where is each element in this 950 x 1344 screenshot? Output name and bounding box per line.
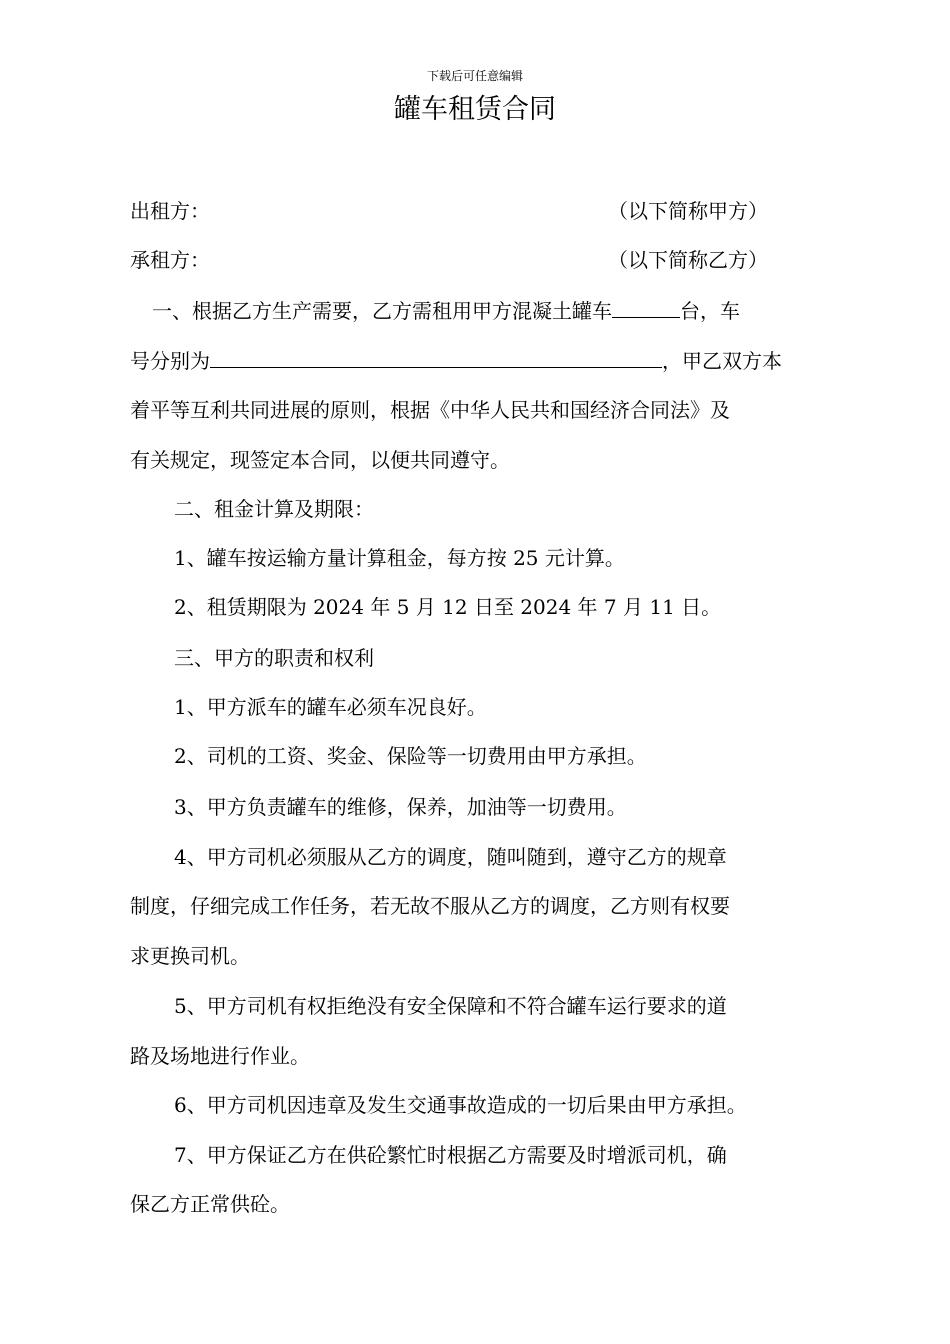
section-3-item-7-line-1: 7、甲方保证乙方在供砼繁忙时根据乙方需要及时增派司机，确 (174, 1143, 727, 1167)
lessor-label: 出租方： (130, 199, 210, 223)
page-header: 下载后可任意编辑 (426, 69, 523, 83)
plate-number-blank (210, 345, 662, 368)
section-3-heading: 三、甲方的职责和权利 (174, 646, 374, 670)
lessee-label: 承租方： (130, 248, 210, 272)
section-3-item-1: 1、甲方派车的罐车必须车况良好。 (174, 695, 487, 719)
clause-1-line-4: 有关规定，现签定本合同，以便共同遵守。 (130, 448, 510, 472)
section-3-item-4-line-1: 4、甲方司机必须服从乙方的调度，随叫随到，遵守乙方的规章 (174, 845, 727, 869)
lessee-alias: （以下简称乙方） (608, 248, 768, 272)
vehicle-count-blank (612, 295, 680, 318)
section-3-item-4-line-3: 求更换司机。 (130, 944, 250, 968)
section-3-item-2: 2、司机的工资、奖金、保险等一切费用由甲方承担。 (174, 744, 647, 768)
section-2-item-1: 1、罐车按运输方量计算租金，每方按 25 元计算。 (174, 546, 625, 570)
clause-1-line-2: 号分别为 ，甲乙双方本 (130, 345, 810, 376)
lessor-alias: （以下简称甲方） (608, 199, 768, 223)
clause-1-line-1: 一、根据乙方生产需要，乙方需租用甲方混凝土罐车 台，车 (130, 295, 810, 326)
lessee-line (130, 245, 810, 275)
section-3-item-4-line-2: 制度，仔细完成工作任务，若无故不服从乙方的调度，乙方则有权要 (130, 894, 730, 918)
section-3-item-5-line-2: 路及场地进行作业。 (130, 1044, 310, 1068)
section-2-heading: 二、租金计算及期限： (174, 497, 374, 521)
section-2-item-2: 2、租赁期限为 2024 年 5 月 12 日至 2024 年 7 月 11 日。 (174, 595, 722, 619)
section-3-item-6: 6、甲方司机因违章及发生交通事故造成的一切后果由甲方承担。 (174, 1093, 747, 1117)
page-title: 罐车租赁合同 (394, 94, 556, 125)
clause-1-line-3: 着平等互利共同进展的原则，根据《中华人民共和国经济合同法》及 (130, 398, 730, 422)
lessor-line (130, 196, 810, 226)
section-3-item-7-line-2: 保乙方正常供砼。 (130, 1192, 290, 1216)
section-3-item-3: 3、甲方负责罐车的维修，保养，加油等一切费用。 (174, 795, 627, 819)
section-3-item-5-line-1: 5、甲方司机有权拒绝没有安全保障和不符合罐车运行要求的道 (174, 994, 727, 1018)
